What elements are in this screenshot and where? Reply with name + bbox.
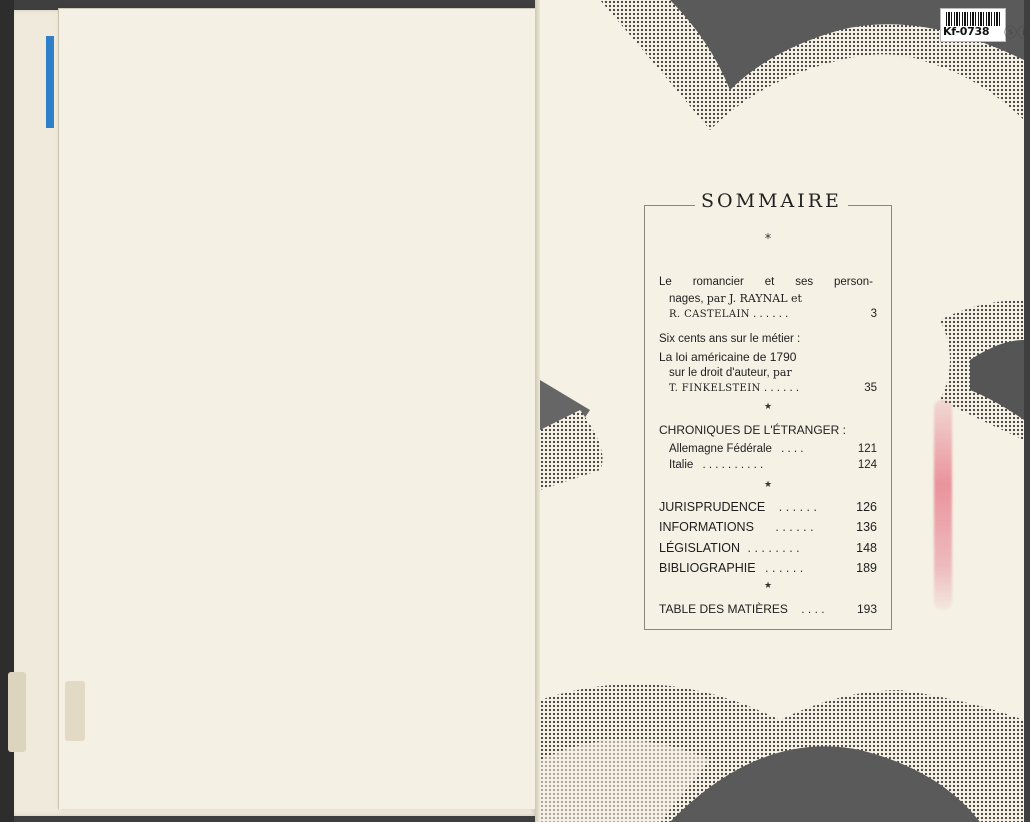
red-ink-stain bbox=[934, 400, 952, 610]
toc-chroniques-heading: CHRONIQUES DE L'ÉTRANGER : bbox=[659, 423, 846, 437]
library-barcode-label bbox=[940, 8, 1006, 42]
table-of-contents bbox=[644, 190, 892, 630]
toc-entry-1-dots: . . . . . . bbox=[753, 308, 789, 320]
toc-entry-3-dots: . . . . . . bbox=[763, 382, 800, 394]
barcode-icon bbox=[946, 12, 1000, 26]
toc-entry-1-page: 3 bbox=[870, 308, 877, 320]
toc-table-page: 193 bbox=[856, 602, 877, 616]
toc-legislation-dots: . . . . . . . . bbox=[747, 541, 800, 555]
toc-entry-1-line-3 bbox=[669, 308, 788, 320]
toc-bibliographie-page: 189 bbox=[856, 561, 877, 575]
back-sheet-wear-mark bbox=[8, 672, 26, 752]
toc-legislation-label: LÉGISLATION bbox=[659, 541, 741, 555]
toc-jurisprudence-page: 126 bbox=[856, 500, 877, 514]
toc-entry-legislation bbox=[659, 541, 877, 555]
page-wear-mark bbox=[65, 681, 85, 741]
toc-legislation-page: 148 bbox=[856, 541, 877, 555]
toc-entry-3-author: T. FINKELSTEIN bbox=[669, 383, 761, 394]
toc-entry-3-line-2 bbox=[669, 366, 792, 379]
toc-entry-1-line-2a: nages, bbox=[669, 293, 704, 305]
toc-entry-bibliographie bbox=[659, 561, 877, 575]
toc-allemagne-label: Allemagne Fédérale bbox=[669, 443, 772, 455]
toc-entry-3-page: 35 bbox=[864, 382, 877, 394]
toc-entry-3-line-2b: par bbox=[772, 366, 792, 379]
toc-informations-page: 136 bbox=[856, 520, 877, 534]
star-separator: ★ bbox=[763, 581, 773, 591]
toc-entry-jurisprudence bbox=[659, 500, 877, 514]
toc-entry-1-line-2 bbox=[669, 292, 802, 305]
toc-entry-1-line-2b: par J. RAYNAL et bbox=[706, 292, 802, 305]
toc-bibliographie-dots: . . . . . . bbox=[765, 561, 804, 575]
toc-jurisprudence-label: JURISPRUDENCE bbox=[659, 500, 766, 514]
star-separator: ★ bbox=[763, 480, 773, 490]
toc-title: SOMMAIRE bbox=[695, 190, 848, 212]
toc-italie-page: 124 bbox=[857, 459, 877, 471]
toc-entry-allemagne bbox=[669, 443, 804, 455]
toc-entry-1-line-1: Le romancier et ses person- bbox=[659, 276, 873, 288]
barcode-side-mark: ⓢⓘ bbox=[1004, 26, 1030, 41]
toc-italie-dots: . . . . . . . . . . bbox=[702, 459, 764, 471]
toc-bibliographie-label: BIBLIOGRAPHIE bbox=[659, 561, 756, 575]
toc-italie-label: Italie bbox=[669, 459, 694, 471]
toc-table-dots: . . . . bbox=[801, 602, 825, 616]
toc-entry-informations bbox=[659, 520, 877, 534]
barcode-text: Kf-0738 bbox=[943, 25, 990, 38]
toc-entry-2-title: Six cents ans sur le métier : bbox=[659, 333, 801, 345]
blue-page-mark bbox=[46, 36, 54, 128]
toc-entry-3-line-3 bbox=[669, 382, 799, 394]
toc-informations-label: INFORMATIONS bbox=[659, 520, 754, 534]
toc-entry-3-line-1: La loi américaine de 1790 bbox=[659, 350, 797, 364]
toc-jurisprudence-dots: . . . . . . bbox=[778, 500, 817, 514]
toc-informations-dots: . . . . . . bbox=[775, 520, 814, 534]
star-separator: ★ bbox=[763, 402, 773, 412]
toc-allemagne-page: 121 bbox=[857, 443, 877, 455]
toc-entry-italie bbox=[669, 459, 763, 471]
toc-allemagne-dots: . . . . bbox=[781, 443, 804, 455]
toc-entry-3-line-2a: sur le droit d'auteur, bbox=[669, 367, 770, 379]
toc-entry-table-des-matieres bbox=[659, 602, 877, 616]
toc-table-label: TABLE DES MATIÈRES bbox=[659, 602, 788, 616]
toc-entry-1-author: R. CASTELAIN bbox=[669, 309, 750, 320]
star-separator: * bbox=[764, 232, 772, 247]
left-blank-page bbox=[58, 8, 537, 809]
